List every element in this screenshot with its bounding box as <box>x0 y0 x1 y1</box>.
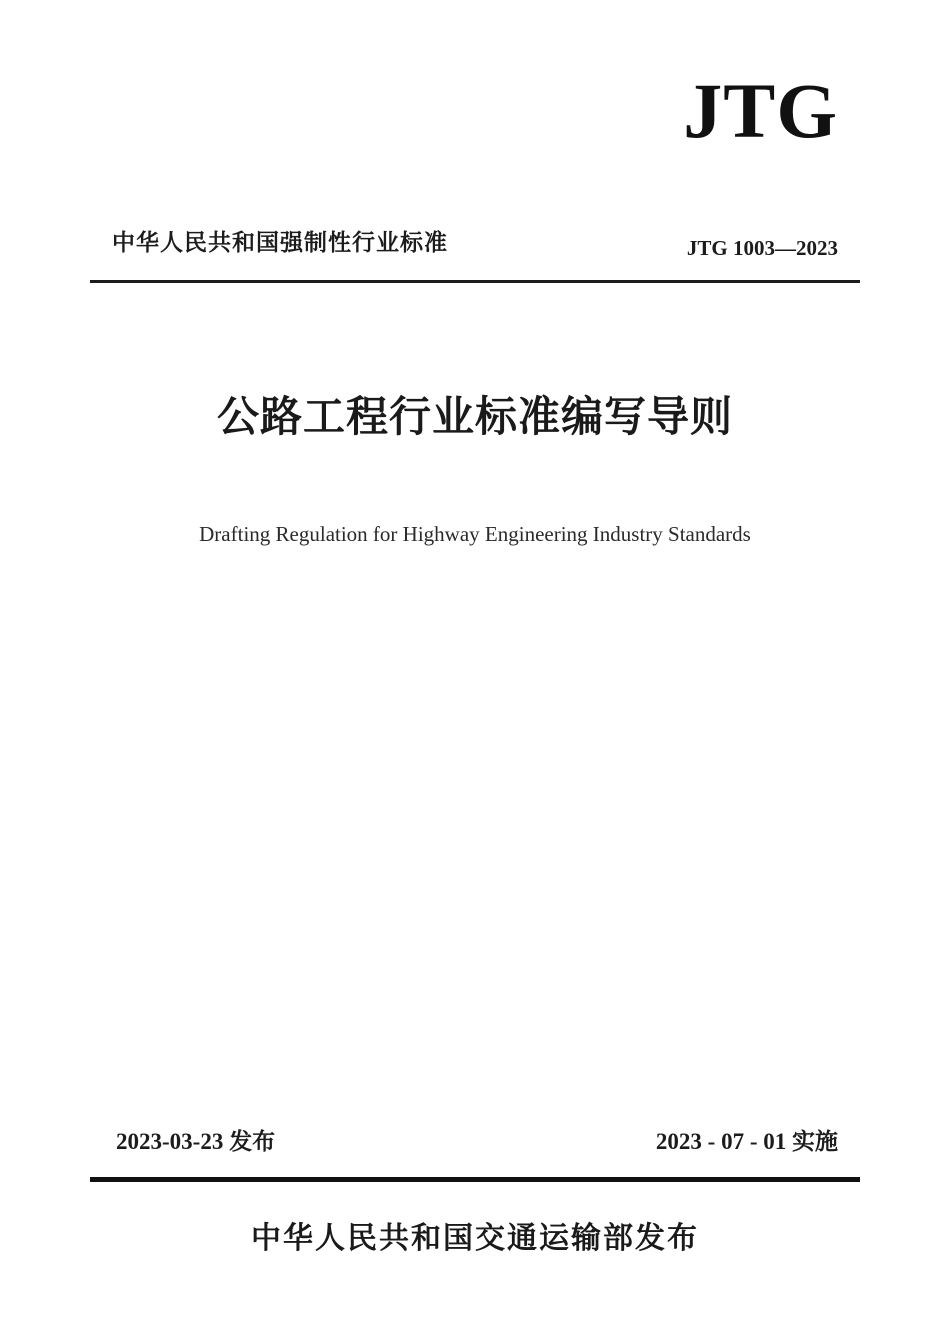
issue-date: 2023-03-23 发布 <box>116 1129 276 1154</box>
publisher: 中华人民共和国交通运输部发布 <box>251 1221 699 1256</box>
top-divider <box>90 280 860 283</box>
standard-category: 中华人民共和国强制性行业标准 <box>112 230 448 256</box>
bottom-divider <box>90 1177 860 1182</box>
implementation-date: 2023 - 07 - 01 实施 <box>655 1129 838 1154</box>
document-title-chinese: 公路工程行业标准编写导则 <box>216 392 733 441</box>
jtg-logo: JTG <box>683 67 838 154</box>
document-title-english: Drafting Regulation for Highway Engineering Industry Standards <box>199 522 751 546</box>
standard-code: JTG 1003—2023 <box>686 236 838 260</box>
